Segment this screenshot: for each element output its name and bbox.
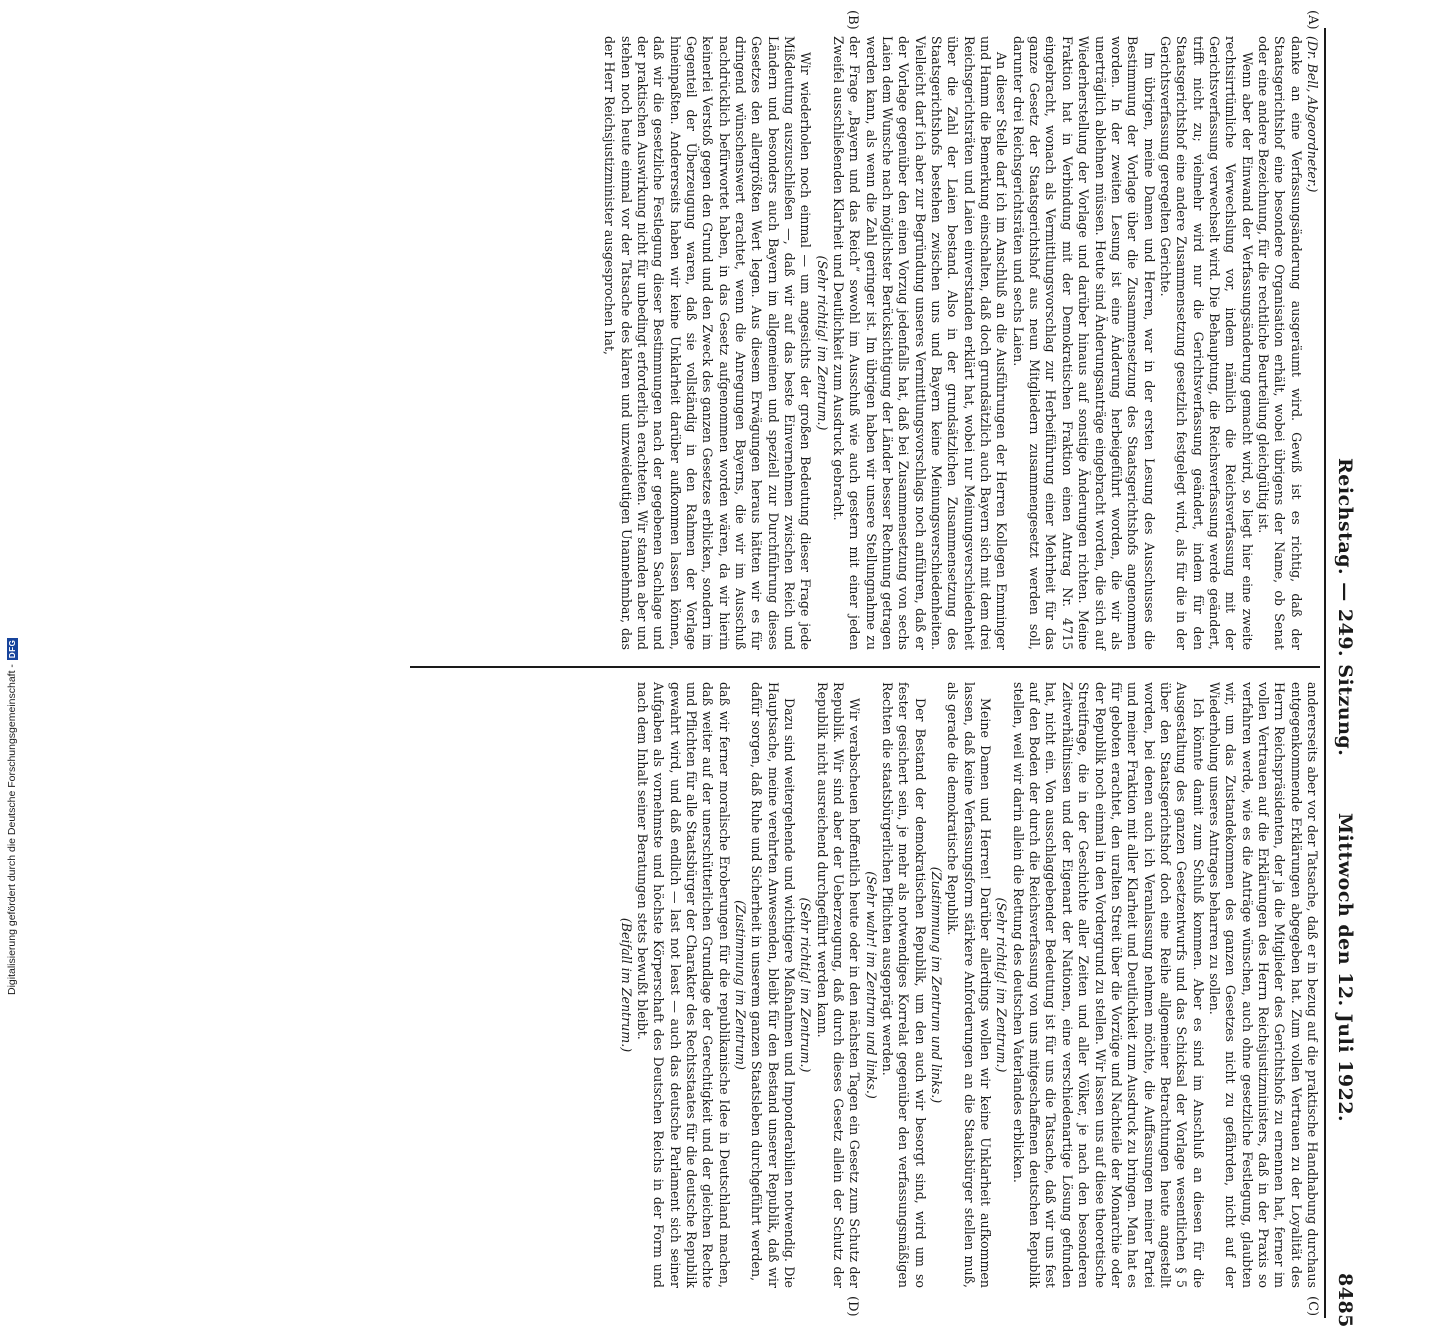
paragraph: Ich könnte damit zum Schluß kommen. Aber es sind im Anschluß an diesen für die Ausgestaltung des ganzen Gesetzentwurfs und das Schicksal der Vorlage wesentlichen § 5 über den Staatsgerichtshof doch eine Reihe allgemeiner Betrachtungen heute angestellt worden, bei denen auch ich Veranlassung nehmen möchte, die Auffassungen meiner Partei und meiner Fraktion mit aller Klarheit und Deutlichkeit zum Ausdruck zu bringen. Man hat es für geboten erachtet, den uralten Streit über die Vorzüge und Nachteile der Monarchie oder der Republik noch einmal in den Vordergrund zu stellen. Wir lassen uns auf diese theoretische Streitfrage, die in der Geschichte aller Zeiten und aller Völker, je nach den besonderen Zeitverhältnissen und der Eigenart der Nationen, eine verschiedenartige Lösung gefunden hat, nicht ein. Von ausschlaggebender Bedeutung ist für uns die Tatsache, daß wir uns fest auf den Boden der durch die Reichsverfassung von uns mitgeschaffenen deutschen Republik stellen, weil wir darin allein die Rettung des deutschen Vaterlandes erblicken. <box>1010 682 1206 1288</box>
column-divider <box>410 666 1320 668</box>
header-rule <box>1324 28 1326 1318</box>
paragraph: (Sehr richtig! im Zentrum.) <box>814 255 830 431</box>
text-column-right <box>617 682 1320 1288</box>
text-column-left <box>601 36 1320 650</box>
document-page <box>70 10 1360 1328</box>
dfg-logo: DFG <box>7 639 17 659</box>
paragraph: Wir wiederholen noch einmal — um angesichts der großen Bedeutung dieser Frage jede Mißdeutung auszuschließen —, daß wir auf das beste Einvernehmen zwischen Reich und Ländern und besonders auch Bayern im allgemeinen und speziell zur Durchführung dieses Gesetzes den allergrößten Wert legen. Aus diesem Erwägungen heraus hätten wir es für dringend wünschenswert erachtet, wenn die Anregungen Bayerns, die wir im Ausschuß nachdrücklich befürwortet haben, in das Gesetz aufgenommen worden wären, da wir hierin keinerlei Verstoß gegen den Grund und den Zweck des ganzen Gesetzes erblicken, sondern im Gegenteil der Überzeugung waren, daß sie vollständig in den Rahmen der Vorlage hineinpaßten. Andererseits haben wir keine Unklarheit darüber aufkommen lassen können, daß wir die gesetzliche Festlegung dieser Bestimmungen nach der gegebenen Sachlage und der praktischen Auswirkung nicht für unbedingt erforderlich erachteten. Wir standen aber und stehen noch heute einmal vor der Tatsache des klaren und unzweideutigen Unannehmbar, das der Herr Reichsjustizminister ausgesprochen hat, <box>602 36 814 650</box>
paragraph: Meine Damen und Herren! Darüber allerdings wollen wir keine Unklarheit aufkommen lassen, daß keine Verfassungsform stärkere Anforderungen an die Staatsbürger stellen muß, als gerade die demokratische Republik. <box>945 682 994 1288</box>
paragraph: (Sehr richtig! im Zentrum.) <box>994 897 1010 1073</box>
paragraph: Dazu sind weitergehende und wichtigere Maßnahmen und Imponderabilien notwendig. Die Hauptsache, meine verehrten Anwesenden, bleibt für den Bestand unserer Republik, daß wir dafür sorgen, daß Ruhe und Sicherheit in unserem ganzen Staatsleben durchgeführt werden, <box>749 682 797 1288</box>
paragraph: (Beifall im Zentrum.) <box>618 917 634 1053</box>
paragraph: An dieser Stelle darf ich im Anschluß an die Ausführungen der Herren Kollegen Emminger und Hamm die Bemerkung einschalten, daß doch grundsätzlich auch Bayern sich mit dem drei Reichsgerichtsräten und Laien einverstanden erklärt hat, wobei nur Meinungsverschiedenheit über die Zahl der Laien bestand. Also in der grundsätzlichen Zusammensetzung des Staatsgerichtshofs bestehen zwischen uns und Bayern keine Meinungsverschiedenheiten. Vielleicht darf ich aber zur Begründung unseres Vermittlungsvorschlags noch anführen, daß er der Vorlage gegenüber den einen Vorzug jedenfalls hat, daß bei Zusammensetzung von sechs Laien dem Wunsche nach möglichster Berücksichtigung der Länder besser Rechnung getragen werden kann, als wenn die Zahl geringer ist. Im übrigen haben wir unsere Stellungnahme zu der Frage „Bayern und das Reich“ sowohl im Ausschuß wie auch gestern mit einer jeden Zweifel ausschließenden Klarheit und Deutlichkeit zum Ausdruck gebracht. <box>831 36 1010 650</box>
paragraph: danke an eine Verfassungsänderung ausgeräumt wird. Gewiß ist es richtig, daß der Staatsgerichtshof eine besondere Organisation erhält, wobei übrigens der Name, ob Senat oder eine andere Bezeichnung, für die rechtliche Beurteilung gleichgültig ist. <box>1255 36 1304 650</box>
paragraph: (Sehr richtig! im Zentrum.) <box>798 897 814 1073</box>
running-header-left: Reichstag. — 249. Sitzung. <box>1334 458 1356 757</box>
paragraph: Wenn aber der Einwand der Verfassungsänderung gemacht wird, so liegt hier eine zweite rechtsirrtümliche Verwechslung vor, indem nämlich die Reichsverfassung mit der Gerichtsverfassung verwechselt wird. Die Behauptung, die Reichsverfassung werde geändert, trifft nicht zu; vielmehr wird nur die Gerichtsverfassung geändert, indem für den Staatsgerichtshof eine andere Zusammensetzung gesetzlich festgelegt wird, als für die in der Gerichtsverfassung geregelten Gerichte. <box>1157 36 1255 650</box>
margin-letter-b: (B) <box>845 10 860 30</box>
paragraph: Wir verabscheuen hoffentlich heute oder in den nächsten Tagen ein Gesetz zum Schutz der Republik. Wir sind aber der Ueberzeugung, daß durch dieses Gesetz allein der Schutz der Republik nicht ausreichend durchgeführt werden kann. <box>814 682 863 1288</box>
margin-letter-a: (A) <box>1305 10 1320 30</box>
paragraph: (Zustimmung im Zentrum) <box>732 900 748 1070</box>
margin-letter-c: (C) <box>1305 1296 1320 1317</box>
paragraph: andererseits aber vor der Tatsache, daß er in bezug auf die praktische Handhabung durchaus entgegenkommende Erklärungen abgegeben hat. Zum vollen Vertrauen zu der Loyalität des Herrn Reichspräsidenten, der ja die Mitglieder des Gerichtshofs zu ernennen hat, ferner im vollen Vertrauen auf die Erklärungen des Herrn Reichsjustizministers, daß in der Praxis so verfahren werde, wie es die Anträge wünschen, auch ohne gesetzliche Festlegung, glaubten wir, um das Zustandekommen des ganzen Gesetzes nicht zu gefährden, nicht auf der Wiederholung unseres Antrages beharren zu sollen. <box>1206 682 1320 1288</box>
paragraph: daß wir ferner moralische Eroberungen für die republikanische Idee in Deutschland machen, daß weiter auf der unerschütterlichen Grundlage der Gerechtigkeit und der gleichen Rechte und Pflichten für alle Staatsbürger der Charakter des Rechtsstaates für die deutsche Republik gewahrt wird, und daß endlich — last not least — auch das deutsche Parlament sich seiner Aufgaben als vornehmste und höchste Körperschaft des Deutschen Reichs in der Form und nach dem Inhalt seiner Beratungen stets bewußt bleibt. <box>634 682 732 1288</box>
page-number: 8485 <box>1334 1273 1356 1328</box>
credit-text: Digitalisierung gefördert durch die Deutsche Forschungsgemeinschaft - <box>6 664 18 995</box>
running-header-date: Mittwoch den 12. Juli 1922. <box>1334 813 1356 1123</box>
paragraph: (Dr. Bell, Abgeordneter.) <box>1305 36 1320 193</box>
margin-letter-d: (D) <box>845 1296 860 1317</box>
digitization-credit <box>6 638 18 995</box>
paragraph: (Sehr wahr! im Zentrum und links.) <box>863 871 879 1099</box>
paragraph: Im übrigen, meine Damen und Herren, war in der ersten Lesung des Ausschusses die Bestimmung der Vorlage über die Zusammensetzung des Staatsgerichtshofs angenommen worden. In der zweiten Lesung ist eine Änderung herbeigeführt worden, die wir als unerträglich ablehnen müssen. Heute sind Änderungsanträge eingebracht worden, die sich auf Wiederherstellung der Vorlage und darüber hinaus auf sonstige Änderungen richten. Meine Fraktion hat in Verbindung mit der Demokratischen Fraktion einen Antrag Nr. 4715 eingebracht, wonach als Vermittlungsvorschlag zur Herbeiführung einer Mehrheit für das ganze Gesetz der Staatsgerichtshof aus neun Mitgliedern zusammengesetzt werden soll, darunter drei Reichsgerichtsräten und sechs Laien. <box>1010 36 1157 650</box>
paragraph: Der Bestand der demokratischen Republik, um den auch wir besorgt sind, wird um so fester gesichert sein, je mehr als notwendiges Korrelat gegenüber den verfassungsmäßigen Rechten die staatsbürgerlichen Pflichten ausgeprägt werden. <box>880 682 928 1288</box>
paragraph: (Zustimmung im Zentrum und links.) <box>929 866 945 1104</box>
